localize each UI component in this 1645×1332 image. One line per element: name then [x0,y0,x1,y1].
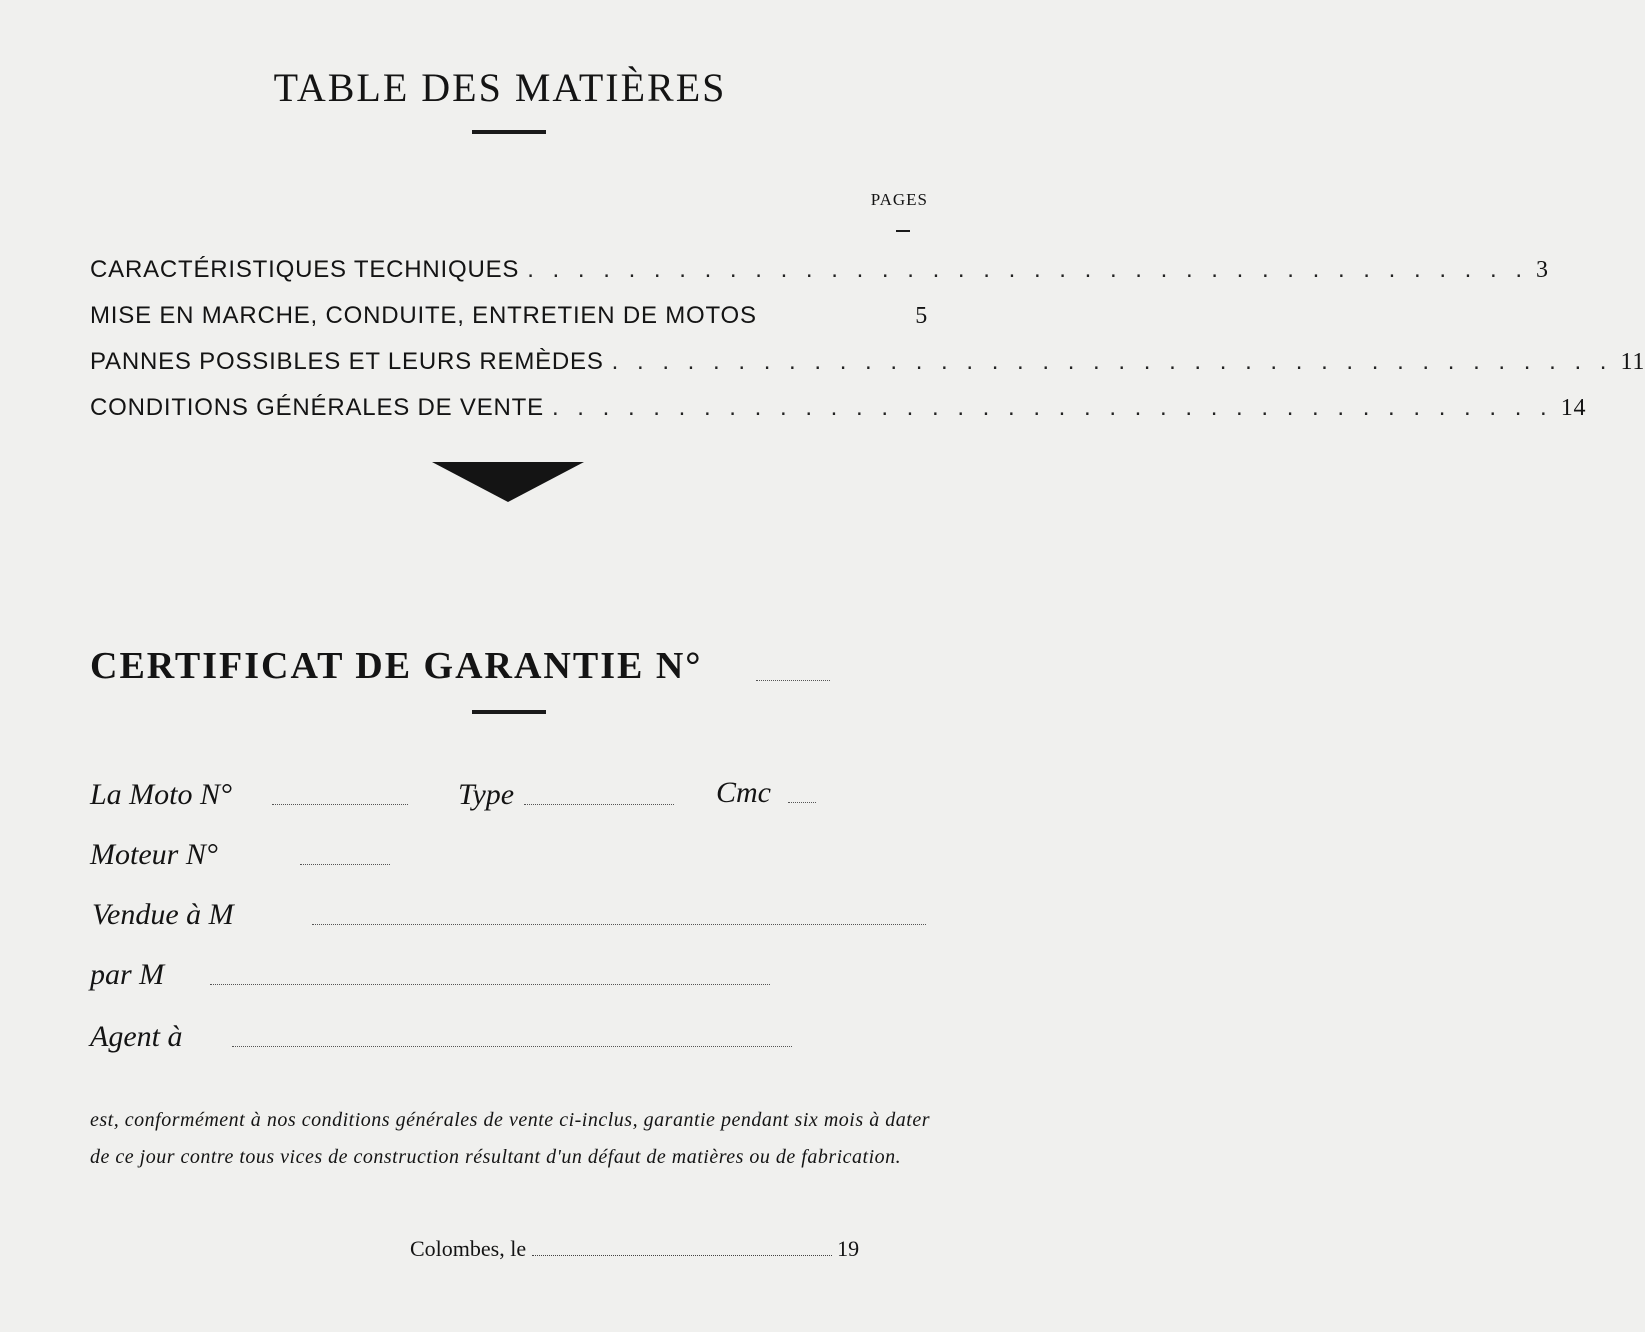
certificate-title [90,644,703,688]
moto-number-label: La Moto N° [90,778,233,811]
place-date-line [410,1236,859,1262]
sold-by-line [210,984,770,985]
pages-dash [896,230,910,232]
toc-title: TABLE DES MATIÈRES [273,65,727,110]
cmc-line [788,802,816,803]
certificate-number-label: N° [655,645,703,687]
year-prefix: 19 [837,1236,860,1261]
toc-item-page: 5 [915,303,928,329]
toc-item-page: 11 [1620,349,1645,375]
pages-column-label: PAGES [870,190,928,209]
toc-item [90,394,1587,440]
type-line [524,804,674,805]
warranty-text: est, conformément à nos conditions générales de vente ci-inclus, garantie pendant six mois à dater de ce jour contre tous vices de construction résultant d'un défaut de matières ou de fabrication. [90,1109,930,1168]
toc-leader-dots: . . . . . . . . . . . . . . . . . . . . . . . . . . . . . . . . . . . . . . . . [551,394,1553,421]
moto-number-line [272,804,408,805]
agent-line [232,1046,792,1047]
type-label: Type [458,778,515,811]
toc-item [90,256,1549,302]
toc-item-label: CONDITIONS GÉNÉRALES DE VENTE [90,394,544,421]
engine-number-label: Moteur N° [90,838,218,871]
toc-item-label: CARACTÉRISTIQUES TECHNIQUES [90,256,520,283]
toc-item-label: MISE EN MARCHE, CONDUITE, ENTRETIEN DE MOTOS [90,302,757,329]
sold-to-label: Vendue à M [92,898,234,931]
certificate-title-text: CERTIFICAT DE GARANTIE [90,645,645,687]
agent-label: Agent à [90,1020,183,1053]
triangle-ornament-icon [432,462,584,504]
toc-item-page: 3 [1536,257,1549,283]
sold-to-line [312,924,926,925]
cmc-label: Cmc [716,776,771,809]
date-line [532,1255,832,1256]
toc-leader-dots: . . . . . . . . . . . . . . . . . . . . . . . . . . . . . . . . . . . . . . . . [527,256,1528,283]
certificate-number-line [756,680,830,681]
sold-by-label: par M [90,958,165,991]
title-underline [472,130,546,134]
toc-item [90,302,928,348]
certificate-underline [472,710,546,714]
toc-list [90,256,1645,440]
engine-number-line [300,864,390,865]
toc-item-page: 14 [1560,395,1587,421]
toc-leader-dots: . . . . . . . . . . . . . . . . . . . . . . . . . . . . . . . . . . . . . . . . [611,348,1613,375]
toc-item [90,348,1645,394]
place-label: Colombes, le [410,1236,527,1261]
toc-item-label: PANNES POSSIBLES ET LEURS REMÈDES [90,348,604,375]
